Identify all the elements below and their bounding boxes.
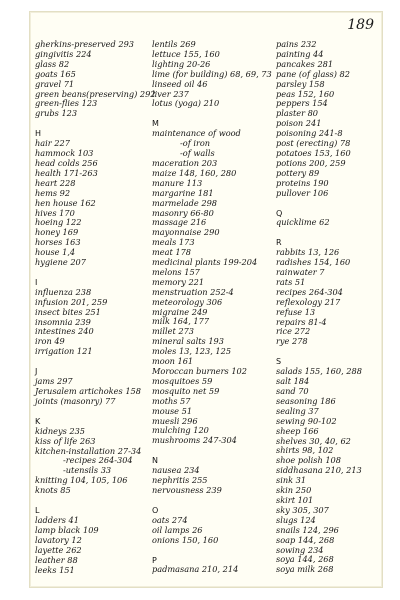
index-entry: linseed oil 46 xyxy=(152,78,208,89)
index-entry: lighting 20-26 xyxy=(152,58,211,69)
index-entry: masonry 66-80 xyxy=(152,207,214,218)
index-entry: mushrooms 247-304 xyxy=(152,435,237,446)
section-letter: O xyxy=(152,505,159,515)
section-letter: Q xyxy=(276,208,283,218)
section-letter: S xyxy=(276,357,282,367)
index-entry: quicklime 62 xyxy=(276,217,330,228)
index-entry: lettuce 155, 160 xyxy=(152,48,220,59)
index-entry: medicinal plants 199-204 xyxy=(152,257,258,268)
index-entry: muesli 296 xyxy=(152,415,198,426)
index-entry: heart 228 xyxy=(35,177,76,188)
index-entry: maintenance of wood xyxy=(152,128,241,139)
index-subentry: -recipes 264-304 xyxy=(63,455,133,466)
index-entry: nephritis 255 xyxy=(152,475,208,486)
index-entry: hygiene 207 xyxy=(35,257,86,268)
index-entry: refuse 13 xyxy=(276,306,316,317)
index-entry: poisoning 241-8 xyxy=(276,128,343,139)
index-entry: hoeing 122 xyxy=(35,217,82,228)
index-entry: nausea 234 xyxy=(152,465,200,476)
index-entry: Jerusalem artichokes 158 xyxy=(35,386,141,396)
index-entry: head colds 256 xyxy=(35,157,98,168)
index-entry: meals 173 xyxy=(152,237,195,248)
index-entry: sowing 234 xyxy=(276,544,324,555)
index-entry: shoe polish 108 xyxy=(276,455,341,466)
index-entry: radishes 154, 160 xyxy=(276,257,351,268)
index-entry: insomnia 239 xyxy=(35,316,91,327)
index-entry: intestines 240 xyxy=(35,326,94,337)
index-entry: salads 155, 160, 288 xyxy=(276,366,362,377)
index-column-1 xyxy=(35,39,156,575)
index-entry: jams 297 xyxy=(35,376,73,387)
index-entry: glass 82 xyxy=(35,58,70,69)
index-entry: oats 274 xyxy=(152,514,188,525)
index-entry: knitting 104, 105, 106 xyxy=(35,475,128,486)
index-page xyxy=(29,11,383,588)
index-entry: irrigation 121 xyxy=(35,346,93,357)
index-entry: manure 113 xyxy=(152,177,203,188)
index-entry: mosquitoes 59 xyxy=(152,375,213,386)
section-letter: I xyxy=(35,277,38,287)
index-entry: moon 161 xyxy=(152,356,194,367)
index-entry: lotus (yoga) 210 xyxy=(152,98,220,109)
index-entry: poison 241 xyxy=(276,118,322,129)
index-entry: green beans(preserving) 292 xyxy=(35,88,156,99)
index-entry: gingivitis 224 xyxy=(35,48,92,59)
index-entry: moths 57 xyxy=(152,395,191,406)
index-entry: sky 305, 307 xyxy=(276,504,329,515)
index-column-3 xyxy=(276,40,380,575)
index-entry: ladders 41 xyxy=(35,514,79,525)
index-entry: seasoning 186 xyxy=(276,395,336,406)
index-entry: memory 221 xyxy=(152,276,205,287)
section-letter: H xyxy=(35,129,42,139)
index-entry: snails 124, 296 xyxy=(276,524,339,535)
index-entry: sheep 166 xyxy=(276,425,319,436)
index-entry: house 1,4 xyxy=(35,247,76,258)
index-entry: rabbits 13, 126 xyxy=(276,247,340,258)
index-entry: sand 70 xyxy=(276,386,309,396)
section-letter: N xyxy=(152,456,158,466)
index-entry: maize 148, 160, 280 xyxy=(152,167,237,178)
index-entry: post (erecting) 78 xyxy=(276,138,351,149)
index-entry: hen house 162 xyxy=(35,197,96,208)
index-entry: proteins 190 xyxy=(276,177,329,188)
index-column-2 xyxy=(152,40,270,575)
page-number: 189 xyxy=(347,17,374,33)
index-entry: pullover 106 xyxy=(276,187,329,198)
index-subentry: -of iron xyxy=(180,138,211,149)
index-entry: pane (of glass) 82 xyxy=(276,68,350,79)
index-entry: kitchen-installation 27-34 xyxy=(35,445,142,456)
index-entry: sewing 90-102 xyxy=(276,415,337,426)
index-entry: meat 178 xyxy=(152,247,192,258)
index-entry: hammock 103 xyxy=(35,148,94,159)
index-entry: parsley 158 xyxy=(276,78,325,89)
index-entry: kidneys 235 xyxy=(35,425,85,436)
index-entry: hair 227 xyxy=(35,138,70,149)
index-entry: lavatory 12 xyxy=(35,534,82,545)
index-entry: green-flies 123 xyxy=(35,98,98,109)
index-entry: mouse 51 xyxy=(152,405,193,416)
index-entry: siddhasana 210, 213 xyxy=(276,465,362,476)
index-entry: kiss of life 263 xyxy=(35,435,96,446)
index-entry: rice 272 xyxy=(276,326,311,337)
index-entry: shelves 30, 40, 62 xyxy=(276,435,351,446)
index-entry: peppers 154 xyxy=(276,98,328,109)
index-entry: peas 152, 160 xyxy=(276,88,335,99)
index-entry: mineral salts 193 xyxy=(152,336,224,347)
index-entry: nervousness 239 xyxy=(152,484,222,495)
index-entry: pottery 89 xyxy=(276,167,320,178)
index-entry: joints (masonry) 77 xyxy=(35,395,116,406)
section-letter: P xyxy=(152,555,157,565)
index-entry: skirt 101 xyxy=(276,494,314,505)
index-entry: leeks 151 xyxy=(35,564,75,575)
index-entry: Moroccan burners 102 xyxy=(152,366,247,376)
index-entry: soya 144, 268 xyxy=(276,554,334,565)
index-entry: plaster 80 xyxy=(276,108,319,119)
index-entry: health 171-263 xyxy=(35,167,98,178)
index-entry: leather 88 xyxy=(35,554,78,565)
index-entry: shirts 98, 102 xyxy=(276,445,334,456)
index-entry: goats 165 xyxy=(35,68,76,79)
section-letter: K xyxy=(35,416,41,426)
index-entry: mosquito net 59 xyxy=(152,385,220,396)
index-entry: soap 144, 268 xyxy=(276,534,335,545)
index-entry: gherkins-preserved 293 xyxy=(35,39,134,49)
index-entry: oil lamps 26 xyxy=(152,524,203,535)
index-entry: horses 163 xyxy=(35,237,81,248)
index-entry: recipes 264-304 xyxy=(276,286,343,297)
section-letter: J xyxy=(35,367,38,377)
index-entry: rye 278 xyxy=(276,336,308,347)
index-entry: hems 92 xyxy=(35,187,71,198)
index-entry: hives 170 xyxy=(35,207,75,218)
index-entry: grubs 123 xyxy=(35,108,78,119)
index-entry: rats 51 xyxy=(276,276,306,287)
index-entry: honey 169 xyxy=(35,227,79,238)
index-entry: marmelade 298 xyxy=(152,197,217,208)
index-entry: infusion 201, 259 xyxy=(35,296,108,307)
index-entry: migraine 249 xyxy=(152,306,208,317)
index-entry: potions 200, 259 xyxy=(276,157,346,168)
index-entry: salt 184 xyxy=(276,376,310,387)
index-entry: margarine 181 xyxy=(152,187,214,198)
index-entry: influenza 238 xyxy=(35,286,92,297)
index-entry: lamp black 109 xyxy=(35,524,99,535)
index-entry: repairs 81-4 xyxy=(276,316,327,327)
index-entry: sink 31 xyxy=(276,475,307,486)
index-subentry: -of walls xyxy=(180,148,215,159)
index-entry: iron 49 xyxy=(35,336,65,347)
section-letter: R xyxy=(276,238,282,248)
index-entry: mulching 120 xyxy=(152,425,209,436)
index-entry: liver 237 xyxy=(152,88,189,99)
index-entry: pains 232 xyxy=(276,39,317,49)
index-entry: lentils 269 xyxy=(152,39,196,49)
index-entry: padmasana 210, 214 xyxy=(152,564,239,575)
index-entry: pancakes 281 xyxy=(276,58,334,69)
index-entry: layette 262 xyxy=(35,544,82,555)
index-entry: moles 13, 123, 125 xyxy=(152,346,232,357)
index-entry: maceration 203 xyxy=(152,157,218,168)
index-entry: potatoes 153, 160 xyxy=(276,147,351,158)
index-entry: melons 157 xyxy=(152,266,200,277)
index-entry: insect bites 251 xyxy=(35,306,101,317)
index-subentry: -utensils 33 xyxy=(63,465,112,476)
section-letter: M xyxy=(152,119,159,129)
index-entry: lime (for building) 68, 69, 73 xyxy=(152,68,272,79)
index-entry: meteorology 306 xyxy=(152,296,223,307)
index-entry: reflexology 217 xyxy=(276,296,341,307)
index-entry: massage 216 xyxy=(152,217,207,228)
index-entry: knots 85 xyxy=(35,485,71,496)
index-entry: menstruation 252-4 xyxy=(152,286,234,297)
index-entry: rainwater 7 xyxy=(276,267,325,278)
index-entry: milk 164, 177 xyxy=(152,316,210,327)
index-entry: sealing 37 xyxy=(276,405,319,416)
index-entry: mayonnaise 290 xyxy=(152,227,220,238)
index-entry: gravel 71 xyxy=(35,78,75,89)
index-entry: millet 273 xyxy=(152,326,194,337)
index-entry: painting 44 xyxy=(276,48,324,59)
index-entry: soya milk 268 xyxy=(276,564,334,575)
index-entry: onions 150, 160 xyxy=(152,534,219,545)
index-entry: skin 250 xyxy=(276,485,312,496)
section-letter: L xyxy=(35,506,40,516)
index-entry: slugs 124 xyxy=(276,514,316,525)
